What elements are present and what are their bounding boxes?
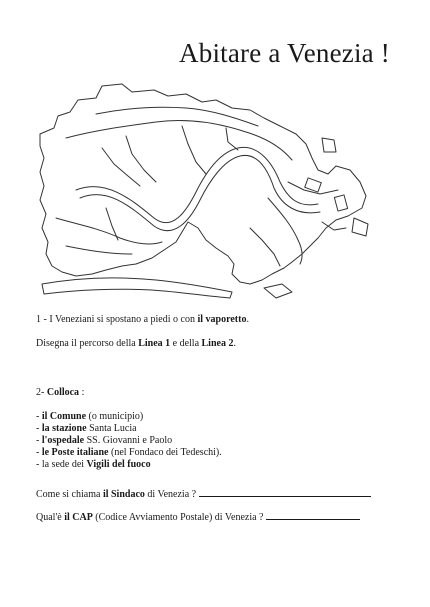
exercise-1-text: 1 - I Veneziani si spostano a piedi o con il vaporetto.	[36, 314, 249, 325]
line-2-label: Linea 2	[201, 338, 234, 349]
giudecca-island	[42, 278, 232, 298]
exercise-2-heading: 2- Colloca :	[36, 387, 85, 398]
line-1-label: Linea 1	[138, 338, 171, 349]
list-item: - le Poste italiane (nel Fondaco dei Tedeschi).	[36, 447, 222, 458]
list-item: - il Comune (o municipio)	[36, 411, 144, 422]
question-cap: Qual'è il CAP (Codice Avviamento Postale) di Venezia ?	[36, 509, 360, 524]
vaporetto-bold: il vaporetto	[197, 314, 247, 325]
cap-answer-blank[interactable]	[266, 509, 360, 520]
list-item: - l'ospedale SS. Giovanni e Paolo	[36, 435, 173, 446]
instruction-text: Disegna il percorso della Linea 1 e della Linea 2.	[36, 338, 236, 349]
list-item: - la sede dei Vigili del fuoco	[36, 459, 151, 470]
grand-canal	[76, 147, 318, 222]
venice-island-outline	[40, 84, 366, 284]
list-item: - la stazione Santa Lucia	[36, 423, 137, 434]
page-title: Abitare a Venezia !	[179, 38, 390, 68]
question-mayor: Come si chiama il Sindaco di Venezia ?	[36, 486, 371, 501]
mayor-answer-blank[interactable]	[199, 486, 371, 497]
venice-map	[36, 78, 394, 300]
